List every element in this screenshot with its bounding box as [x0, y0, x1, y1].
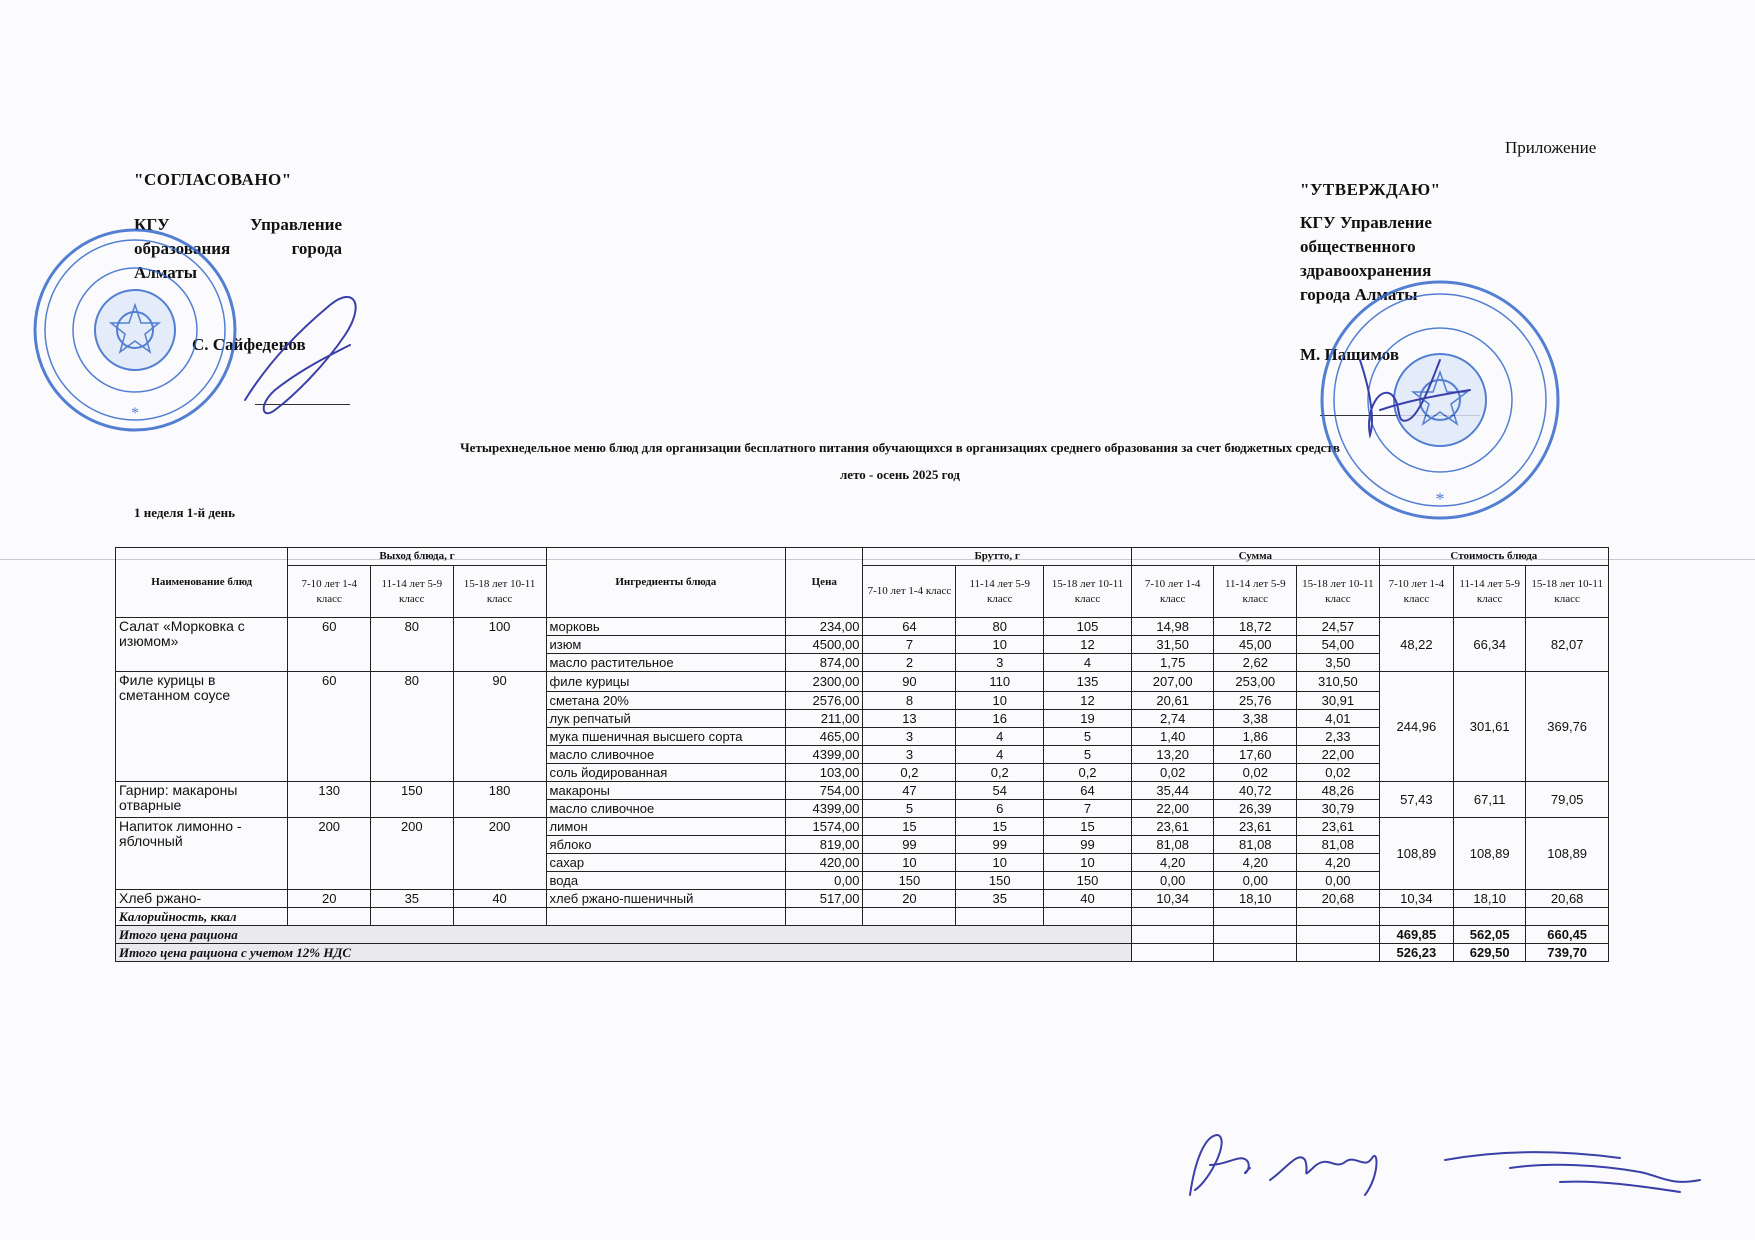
dish-cost: 244,96: [1379, 672, 1453, 782]
header-brutto-col: 11-14 лет 5-9 класс: [956, 566, 1044, 618]
dish-cost: 20,68: [1526, 890, 1609, 908]
right-org-line: здравоохранения: [1300, 261, 1432, 280]
dish-yield: 180: [453, 782, 546, 818]
ingredient-brutto: 80: [956, 618, 1044, 636]
ingredient-sum: 23,61: [1297, 818, 1380, 836]
dish-yield: 80: [371, 672, 454, 782]
dish-yield: 20: [288, 890, 371, 908]
ingredient-sum: 81,08: [1131, 836, 1214, 854]
ingredient-brutto: 5: [1044, 746, 1132, 764]
dish-name: Хлеб ржано-: [116, 890, 288, 908]
ingredient-sum: 1,86: [1214, 728, 1297, 746]
ingredient-sum: 1,75: [1131, 654, 1214, 672]
ingredient-sum: 17,60: [1214, 746, 1297, 764]
calorie-label: Калорийность, ккал: [116, 908, 288, 926]
ingredient-sum: 1,40: [1131, 728, 1214, 746]
ingredient-brutto: 10: [956, 636, 1044, 654]
right-org-line: общественного: [1300, 237, 1416, 256]
ingredient-sum: 40,72: [1214, 782, 1297, 800]
ingredient-sum: 23,61: [1214, 818, 1297, 836]
left-stamp: [35, 230, 235, 430]
ingredient-price: 874,00: [786, 654, 863, 672]
ingredient-brutto: 3: [956, 654, 1044, 672]
dish-cost: 48,22: [1379, 618, 1453, 672]
ingredient-price: 0,00: [786, 872, 863, 890]
header-yield-col: 11-14 лет 5-9 класс: [371, 566, 454, 618]
dish-cost: 301,61: [1454, 672, 1526, 782]
ingredient-brutto: 0,2: [863, 764, 956, 782]
dish-yield: 100: [453, 618, 546, 672]
total-vat-row: [116, 944, 1609, 962]
header-dish: Наименование блюд: [116, 548, 288, 618]
right-stamp: [1322, 282, 1558, 518]
header-yield-col: 15-18 лет 10-11 класс: [453, 566, 546, 618]
ingredient-sum: 0,00: [1214, 872, 1297, 890]
ingredient-brutto: 64: [1044, 782, 1132, 800]
dish-cost: 82,07: [1526, 618, 1609, 672]
dish-yield: 200: [288, 818, 371, 890]
ingredient-sum: 20,68: [1297, 890, 1380, 908]
ingredient-name: мука пшеничная высшего сорта: [546, 728, 786, 746]
total-value: 660,45: [1526, 926, 1609, 944]
ingredient-brutto: 105: [1044, 618, 1132, 636]
ingredient-brutto: 90: [863, 672, 956, 692]
dish-cost: 108,89: [1526, 818, 1609, 890]
document-title: Четырехнедельное меню блюд для организации бесплатного питания обучающихся в организациях среднего образования за счет бюджетных средств: [460, 440, 1340, 455]
ingredient-price: 211,00: [786, 710, 863, 728]
ingredient-brutto: 3: [863, 728, 956, 746]
ingredient-sum: 0,00: [1131, 872, 1214, 890]
ingredient-sum: 20,61: [1131, 692, 1214, 710]
total-vat-label: Итого цена рациона с учетом 12% НДС: [116, 944, 1132, 962]
dish-cost: 79,05: [1526, 782, 1609, 818]
dish-yield: 150: [371, 782, 454, 818]
dish-cost: 66,34: [1454, 618, 1526, 672]
ingredient-sum: 4,20: [1297, 854, 1380, 872]
dish-name: Филе курицы в сметанном соусе: [116, 672, 288, 782]
ingredient-brutto: 4: [956, 746, 1044, 764]
ingredient-name: масло сливочное: [546, 746, 786, 764]
ingredient-sum: 45,00: [1214, 636, 1297, 654]
ingredient-sum: 48,26: [1297, 782, 1380, 800]
ingredient-brutto: 7: [863, 636, 956, 654]
ingredient-name: хлеб ржано-пшеничный: [546, 890, 786, 908]
left-org-word: Управление: [249, 215, 342, 234]
header-sum-col: 7-10 лет 1-4 класс: [1131, 566, 1214, 618]
ingredient-sum: 310,50: [1297, 672, 1380, 692]
total-label: Итого цена рациона: [116, 926, 1132, 944]
right-org-line: города Алматы: [1300, 285, 1418, 304]
ingredient-name: масло сливочное: [546, 800, 786, 818]
ingredient-price: 819,00: [786, 836, 863, 854]
left-org-word: образования: [134, 239, 231, 258]
ingredient-sum: 3,38: [1214, 710, 1297, 728]
ingredient-sum: 14,98: [1131, 618, 1214, 636]
ingredient-sum: 18,10: [1214, 890, 1297, 908]
ingredient-name: филе курицы: [546, 672, 786, 692]
dish-cost: 108,89: [1454, 818, 1526, 890]
table-row: [116, 890, 1609, 908]
left-signature: [245, 297, 356, 413]
bottom-signature-1: [1190, 1135, 1250, 1195]
ingredient-price: 103,00: [786, 764, 863, 782]
total-value: 469,85: [1379, 926, 1453, 944]
dish-yield: 40: [453, 890, 546, 908]
ingredient-sum: 18,72: [1214, 618, 1297, 636]
dish-name: Гарнир: макароны отварные: [116, 782, 288, 818]
header-brutto-col: 15-18 лет 10-11 класс: [1044, 566, 1132, 618]
header-cost-col: 11-14 лет 5-9 класс: [1454, 566, 1526, 618]
ingredient-sum: 54,00: [1297, 636, 1380, 654]
menu-day-label: 1 неделя 1-й день: [134, 505, 236, 520]
ingredient-sum: 22,00: [1131, 800, 1214, 818]
ingredient-sum: 81,08: [1214, 836, 1297, 854]
ingredient-brutto: 19: [1044, 710, 1132, 728]
ingredient-brutto: 10: [1044, 854, 1132, 872]
header-cost-col: 7-10 лет 1-4 класс: [1379, 566, 1453, 618]
ingredient-sum: 81,08: [1297, 836, 1380, 854]
ingredient-sum: 25,76: [1214, 692, 1297, 710]
dish-yield: 60: [288, 618, 371, 672]
ingredient-brutto: 99: [863, 836, 956, 854]
ingredient-price: 517,00: [786, 890, 863, 908]
ingredient-brutto: 150: [956, 872, 1044, 890]
dish-cost: 108,89: [1379, 818, 1453, 890]
ingredient-brutto: 6: [956, 800, 1044, 818]
dish-cost: 10,34: [1379, 890, 1453, 908]
ingredient-sum: 13,20: [1131, 746, 1214, 764]
ingredient-sum: 2,74: [1131, 710, 1214, 728]
ingredient-name: лимон: [546, 818, 786, 836]
total-row: [116, 926, 1609, 944]
ingredient-price: 2576,00: [786, 692, 863, 710]
ingredient-sum: 4,01: [1297, 710, 1380, 728]
header-brutto: Брутто, г: [863, 548, 1131, 566]
document-subtitle: лето - осень 2025 год: [840, 467, 960, 482]
ingredient-sum: 207,00: [1131, 672, 1214, 692]
ingredient-name: сметана 20%: [546, 692, 786, 710]
ingredient-sum: 253,00: [1214, 672, 1297, 692]
ingredient-brutto: 4: [1044, 654, 1132, 672]
ingredient-brutto: 99: [956, 836, 1044, 854]
ingredient-brutto: 99: [1044, 836, 1132, 854]
dish-cost: 57,43: [1379, 782, 1453, 818]
ingredient-brutto: 10: [956, 854, 1044, 872]
ingredient-brutto: 5: [1044, 728, 1132, 746]
ingredient-brutto: 40: [1044, 890, 1132, 908]
ingredient-sum: 0,00: [1297, 872, 1380, 890]
ingredient-sum: 23,61: [1131, 818, 1214, 836]
ingredient-sum: 3,50: [1297, 654, 1380, 672]
ingredient-price: 234,00: [786, 618, 863, 636]
dish-yield: 130: [288, 782, 371, 818]
ingredient-brutto: 54: [956, 782, 1044, 800]
table-subheader-row: [116, 566, 1609, 618]
ingredient-name: вода: [546, 872, 786, 890]
ingredient-brutto: 15: [863, 818, 956, 836]
ingredient-sum: 0,02: [1297, 764, 1380, 782]
ingredient-brutto: 12: [1044, 636, 1132, 654]
header-brutto-col: 7-10 лет 1-4 класс: [863, 566, 956, 618]
ingredient-brutto: 20: [863, 890, 956, 908]
ingredient-price: 4500,00: [786, 636, 863, 654]
dish-yield: 90: [453, 672, 546, 782]
ingredient-sum: 30,79: [1297, 800, 1380, 818]
ingredient-sum: 10,34: [1131, 890, 1214, 908]
ingredient-brutto: 2: [863, 654, 956, 672]
left-org-word: Алматы: [134, 263, 197, 282]
total-vat-value: 526,23: [1379, 944, 1453, 962]
header-sum-col: 11-14 лет 5-9 класс: [1214, 566, 1297, 618]
dish-yield: 80: [371, 618, 454, 672]
ingredient-sum: 24,57: [1297, 618, 1380, 636]
dish-cost: 369,76: [1526, 672, 1609, 782]
total-vat-value: 739,70: [1526, 944, 1609, 962]
right-org-line: КГУ Управление: [1300, 213, 1432, 232]
dish-cost: 67,11: [1454, 782, 1526, 818]
ingredient-sum: 2,33: [1297, 728, 1380, 746]
ingredient-sum: 30,91: [1297, 692, 1380, 710]
dish-name: Салат «Морковка с изюмом»: [116, 618, 288, 672]
ingredient-brutto: 15: [956, 818, 1044, 836]
ingredient-name: масло растительное: [546, 654, 786, 672]
ingredient-name: соль йодированная: [546, 764, 786, 782]
left-org-word: КГУ: [134, 215, 170, 234]
header-yield: Выход блюда, г: [288, 548, 546, 566]
ingredient-brutto: 13: [863, 710, 956, 728]
approve-label: "УТВЕРЖДАЮ": [1300, 180, 1441, 199]
left-signatory-name: С. Сайфеденов: [192, 335, 306, 354]
svg-text:*: *: [1435, 489, 1445, 509]
header-price: Цена: [786, 548, 863, 618]
ingredient-brutto: 0,2: [1044, 764, 1132, 782]
dish-name: Напиток лимонно - яблочный: [116, 818, 288, 890]
ingredient-sum: 0,02: [1131, 764, 1214, 782]
ingredient-brutto: 64: [863, 618, 956, 636]
ingredient-brutto: 110: [956, 672, 1044, 692]
dish-yield: 200: [453, 818, 546, 890]
ingredient-name: изюм: [546, 636, 786, 654]
ingredient-brutto: 8: [863, 692, 956, 710]
ingredient-brutto: 150: [863, 872, 956, 890]
total-value: 562,05: [1454, 926, 1526, 944]
dish-yield: 60: [288, 672, 371, 782]
right-signatory-name: М. Пашимов: [1300, 345, 1400, 364]
ingredient-brutto: 12: [1044, 692, 1132, 710]
header-ingredients: Ингредиенты блюда: [546, 548, 786, 618]
ingredient-brutto: 4: [956, 728, 1044, 746]
header-sum: Сумма: [1131, 548, 1379, 566]
ingredient-brutto: 15: [1044, 818, 1132, 836]
header-sum-col: 15-18 лет 10-11 класс: [1297, 566, 1380, 618]
bottom-signature-2: [1270, 1156, 1376, 1195]
ingredient-name: морковь: [546, 618, 786, 636]
ingredient-brutto: 0,2: [956, 764, 1044, 782]
ingredient-brutto: 16: [956, 710, 1044, 728]
table-row: [116, 672, 1609, 692]
ingredient-sum: 31,50: [1131, 636, 1214, 654]
ingredient-brutto: 47: [863, 782, 956, 800]
appendix-label: Приложение: [1505, 138, 1597, 157]
ingredient-name: яблоко: [546, 836, 786, 854]
menu-table: [115, 547, 1609, 962]
dish-cost: 18,10: [1454, 890, 1526, 908]
table-row: [116, 818, 1609, 836]
ingredient-sum: 35,44: [1131, 782, 1214, 800]
ingredient-sum: 26,39: [1214, 800, 1297, 818]
left-org-word: города: [291, 239, 342, 258]
ingredient-sum: 22,00: [1297, 746, 1380, 764]
ingredient-name: макароны: [546, 782, 786, 800]
ingredient-sum: 2,62: [1214, 654, 1297, 672]
dish-yield: 35: [371, 890, 454, 908]
ingredient-brutto: 10: [956, 692, 1044, 710]
ingredient-sum: 4,20: [1131, 854, 1214, 872]
ingredient-price: 4399,00: [786, 746, 863, 764]
header-cost-col: 15-18 лет 10-11 класс: [1526, 566, 1609, 618]
ingredient-brutto: 3: [863, 746, 956, 764]
header-cost: Стоимость блюда: [1379, 548, 1608, 566]
ingredient-price: 420,00: [786, 854, 863, 872]
header-yield-col: 7-10 лет 1-4 класс: [288, 566, 371, 618]
ingredient-price: 2300,00: [786, 672, 863, 692]
ingredient-name: лук репчатый: [546, 710, 786, 728]
menu-table-body: [116, 618, 1609, 908]
bottom-signature-3: [1445, 1152, 1700, 1192]
ingredient-brutto: 5: [863, 800, 956, 818]
ingredient-name: сахар: [546, 854, 786, 872]
ingredient-brutto: 135: [1044, 672, 1132, 692]
table-row: [116, 618, 1609, 636]
ingredient-price: 1574,00: [786, 818, 863, 836]
calorie-row: [116, 908, 1609, 926]
table-row: [116, 782, 1609, 800]
ingredient-price: 4399,00: [786, 800, 863, 818]
ingredient-brutto: 150: [1044, 872, 1132, 890]
ingredient-price: 754,00: [786, 782, 863, 800]
total-vat-value: 629,50: [1454, 944, 1526, 962]
ingredient-sum: 4,20: [1214, 854, 1297, 872]
ingredient-sum: 0,02: [1214, 764, 1297, 782]
svg-text:*: *: [131, 405, 139, 422]
dish-yield: 200: [371, 818, 454, 890]
ingredient-brutto: 10: [863, 854, 956, 872]
table-header-row: [116, 548, 1609, 566]
ingredient-price: 465,00: [786, 728, 863, 746]
ingredient-brutto: 35: [956, 890, 1044, 908]
ingredient-brutto: 7: [1044, 800, 1132, 818]
agreed-label: "СОГЛАСОВАНО": [134, 170, 292, 189]
